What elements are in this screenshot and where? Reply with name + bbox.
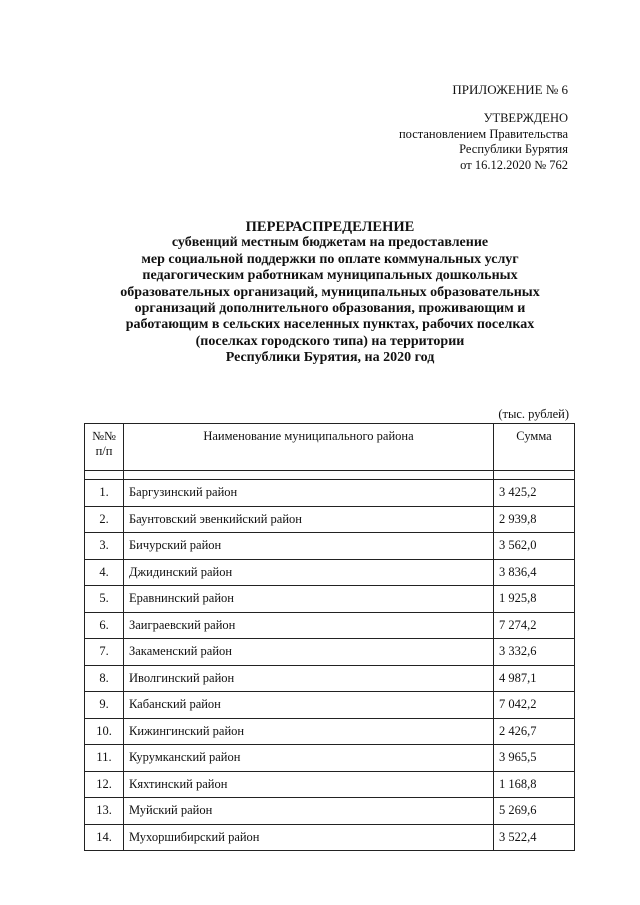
- units-label: (тыс. рублей): [498, 407, 569, 421]
- row-num-cell: 7.: [85, 639, 124, 666]
- districts-table: [84, 423, 575, 851]
- row-name-cell: Баунтовский эвенкийский район: [124, 506, 494, 533]
- row-sum-cell: 3 332,6: [494, 639, 575, 666]
- row-num-cell: 10.: [85, 718, 124, 745]
- row-sum-cell: 5 269,6: [494, 798, 575, 825]
- row-sum-cell: 7 274,2: [494, 612, 575, 639]
- row-num-cell: 2.: [85, 506, 124, 533]
- title-line: образовательных организаций, муниципальных образовательных: [120, 284, 540, 300]
- table-row: [85, 612, 575, 639]
- document-title: [80, 219, 580, 367]
- header-num: [85, 424, 124, 471]
- row-sum-cell: 3 562,0: [494, 533, 575, 560]
- row-sum-cell: 3 425,2: [494, 480, 575, 507]
- table-spacer-row: [85, 471, 575, 480]
- table-header-row: [85, 424, 575, 471]
- table-row: [85, 533, 575, 560]
- title-line: организаций дополнительного образования, проживающим и: [134, 301, 526, 317]
- table-row: [85, 692, 575, 719]
- table-row: [85, 506, 575, 533]
- title-line: Республики Бурятия, на 2020 год: [225, 350, 435, 366]
- row-num-cell: 8.: [85, 665, 124, 692]
- approval-line: УТВЕРЖДЕНО: [483, 111, 568, 125]
- title-line: работающим в сельских населенных пунктах, рабочих поселках: [125, 317, 535, 333]
- header-name: Наименование муниципального района: [124, 424, 494, 471]
- title-line: субвенций местным бюджетам на предоставление: [171, 235, 489, 251]
- table-row: [85, 665, 575, 692]
- row-sum-cell: 1 168,8: [494, 771, 575, 798]
- row-name-cell: Бичурский район: [124, 533, 494, 560]
- approval-line: Республики Бурятия: [459, 142, 568, 156]
- row-num-cell: 5.: [85, 586, 124, 613]
- table-row: [85, 480, 575, 507]
- row-num-cell: 12.: [85, 771, 124, 798]
- approval-block: [399, 111, 568, 173]
- table-row: [85, 586, 575, 613]
- spacer-cell: [124, 471, 494, 480]
- table-row: [85, 639, 575, 666]
- header-sum: Сумма: [494, 424, 575, 471]
- row-name-cell: Муйский район: [124, 798, 494, 825]
- row-num-cell: 3.: [85, 533, 124, 560]
- row-num-cell: 9.: [85, 692, 124, 719]
- title-line: (поселках городского типа) на территории: [195, 333, 465, 349]
- row-name-cell: Кабанский район: [124, 692, 494, 719]
- row-sum-cell: 1 925,8: [494, 586, 575, 613]
- title-line: мер социальной поддержки по оплате коммунальных услуг: [141, 251, 519, 267]
- row-num-cell: 6.: [85, 612, 124, 639]
- row-num-cell: 11.: [85, 745, 124, 772]
- title-main: ПЕРЕРАСПРЕДЕЛЕНИЕ: [245, 219, 415, 235]
- table-row: [85, 771, 575, 798]
- row-sum-cell: 3 522,4: [494, 824, 575, 851]
- row-name-cell: Кяхтинский район: [124, 771, 494, 798]
- header-num-line: п/п: [95, 444, 113, 458]
- row-num-cell: 14.: [85, 824, 124, 851]
- table-row: [85, 824, 575, 851]
- title-line: педагогическим работникам муниципальных дошкольных: [142, 268, 518, 284]
- row-name-cell: Еравнинский район: [124, 586, 494, 613]
- table-row: [85, 718, 575, 745]
- appendix-number: ПРИЛОЖЕНИЕ № 6: [452, 82, 568, 97]
- spacer-cell: [494, 471, 575, 480]
- row-name-cell: Иволгинский район: [124, 665, 494, 692]
- table-body: [85, 471, 575, 851]
- row-num-cell: 4.: [85, 559, 124, 586]
- row-sum-cell: 3 965,5: [494, 745, 575, 772]
- row-num-cell: 1.: [85, 480, 124, 507]
- table-row: [85, 745, 575, 772]
- row-num-cell: 13.: [85, 798, 124, 825]
- row-sum-cell: 3 836,4: [494, 559, 575, 586]
- table-row: [85, 559, 575, 586]
- table-row: [85, 798, 575, 825]
- header-num-line: №№: [92, 429, 116, 443]
- row-sum-cell: 4 987,1: [494, 665, 575, 692]
- row-name-cell: Мухоршибирский район: [124, 824, 494, 851]
- row-name-cell: Закаменский район: [124, 639, 494, 666]
- row-name-cell: Джидинский район: [124, 559, 494, 586]
- row-name-cell: Заиграевский район: [124, 612, 494, 639]
- approval-line: от 16.12.2020 № 762: [460, 157, 568, 172]
- row-sum-cell: 7 042,2: [494, 692, 575, 719]
- row-name-cell: Кижингинский район: [124, 718, 494, 745]
- approval-line: постановлением Правительства: [398, 126, 568, 141]
- row-name-cell: Баргузинский район: [124, 480, 494, 507]
- spacer-cell: [85, 471, 124, 480]
- row-sum-cell: 2 426,7: [494, 718, 575, 745]
- row-name-cell: Курумканский район: [124, 745, 494, 772]
- row-sum-cell: 2 939,8: [494, 506, 575, 533]
